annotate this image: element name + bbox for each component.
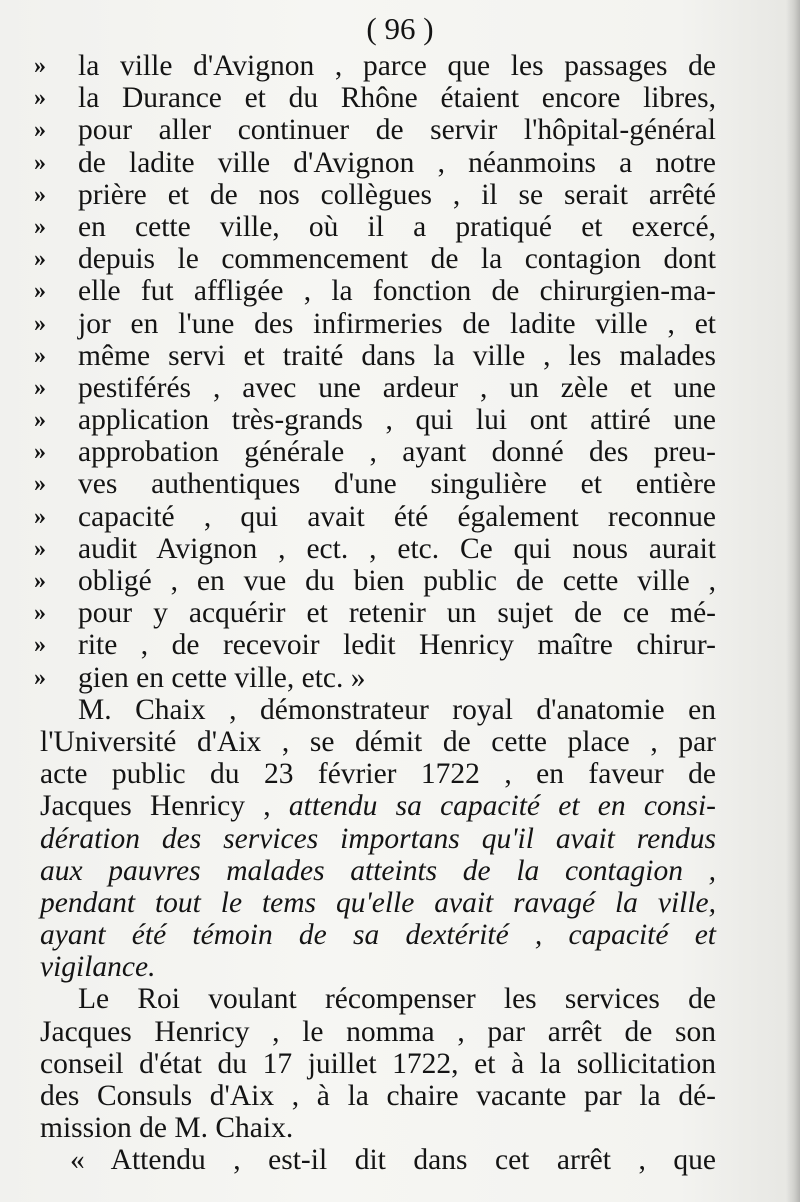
quoted-line — [34, 146, 716, 179]
paragraph-line: l'Université d'Aix , se démit de cette place , par — [40, 725, 716, 758]
quoted-line-text: gien en cette ville, etc. » — [78, 661, 366, 694]
quoted-line — [34, 275, 716, 308]
guillemet-mark: » — [34, 503, 46, 530]
italic-line: ayant été témoin de sa dextérité , capacité et — [40, 919, 716, 952]
quoted-line — [34, 82, 716, 115]
paragraph-line: mission de M. Chaix. — [40, 1112, 294, 1145]
guillemet-mark: » — [34, 213, 46, 240]
quoted-line-text: application très-grands , qui lui ont attiré une — [78, 404, 716, 437]
quoted-line-text: obligé , en vue du bien public de cette ville , — [78, 565, 716, 597]
quoted-line-text: la ville d'Avignon , parce que les passages de — [78, 50, 716, 82]
guillemet-mark: » — [34, 568, 46, 594]
quoted-line-text: pour aller continuer de servir l'hôpital-général — [78, 114, 716, 147]
quoted-line — [34, 178, 716, 211]
quoted-line-text: en cette ville, où il a pratiqué et exercé, — [78, 210, 716, 243]
quoted-line-text: pestiférés , avec une ardeur , un zèle et une — [78, 371, 716, 404]
guillemet-mark: » — [34, 439, 46, 466]
page-gutter-shadow — [786, 0, 800, 1202]
guillemet-mark: » — [34, 664, 46, 691]
guillemet-mark: » — [34, 600, 46, 627]
quoted-line — [34, 371, 716, 404]
guillemet-mark: » — [34, 342, 46, 369]
guillemet-mark: » — [34, 310, 46, 337]
quoted-line-text: même servi et traité dans la ville , les malades — [78, 339, 716, 372]
quoted-line — [34, 661, 716, 694]
quoted-line — [34, 597, 716, 630]
quoted-line — [34, 565, 716, 597]
italic-line: vigilance. — [40, 951, 156, 984]
quoted-line — [34, 532, 716, 565]
paragraph-line: Jacques Henricy , le nomma , par arrêt de son — [40, 1015, 716, 1048]
quoted-line-text: la Durance et du Rhône étaient encore libres, — [78, 82, 716, 115]
quoted-line — [34, 629, 716, 662]
quoted-line-text: audit Avignon , ect. , etc. Ce qui nous aurait — [78, 532, 716, 565]
paragraph-line: M. Chaix , démonstrateur royal d'anatomie en — [78, 693, 716, 726]
quoted-line-text: de ladite ville d'Avignon , néanmoins a notre — [78, 146, 716, 179]
quoted-line — [34, 307, 716, 340]
guillemet-mark: » — [34, 53, 46, 79]
quoted-line — [34, 468, 716, 501]
guillemet-mark: » — [34, 117, 46, 144]
guillemet-mark: » — [34, 246, 46, 273]
quoted-line-text: jor en l'une des infirmeries de ladite ville , et — [78, 307, 716, 340]
quoted-line-text: depuis le commencement de la contagion dont — [78, 243, 716, 276]
guillemet-mark: » — [34, 535, 46, 562]
quoted-line — [34, 210, 716, 243]
quoted-line — [34, 50, 716, 82]
paragraph-line: acte public du 23 février 1722 , en faveur de — [40, 758, 716, 791]
quoted-line — [34, 339, 716, 372]
quoted-line-text: prière et de nos collègues , il se serait arrêté — [78, 178, 716, 211]
quoted-line-text: pour y acquérir et retenir un sujet de ce mé- — [78, 597, 716, 630]
guillemet-mark: » — [34, 181, 46, 208]
guillemet-mark: » — [34, 632, 46, 659]
paragraph-line — [40, 790, 716, 822]
quoted-line — [34, 114, 716, 147]
italic-line: dération des services importans qu'il avait rendus — [40, 822, 716, 855]
quoted-line-text: rite , de recevoir ledit Henricy maître chirur- — [78, 629, 716, 662]
paragraph-line: « Attendu , est-il dit dans cet arrêt , que — [70, 1144, 716, 1177]
quoted-line-text: elle fut affligée , la fonction de chirurgien-ma- — [78, 275, 716, 308]
italic-line: pendant tout le tems qu'elle avait ravagé la ville, — [40, 886, 716, 919]
quoted-line-text: approbation générale , ayant donné des preu- — [78, 436, 716, 469]
guillemet-mark: » — [34, 149, 46, 176]
guillemet-mark: » — [34, 407, 46, 434]
quoted-line-text: capacité , qui avait été également reconnue — [78, 500, 716, 533]
quoted-line — [34, 243, 716, 276]
paragraph-line: conseil d'état du 17 juillet 1722, et à la sollicitation — [40, 1047, 716, 1080]
quoted-line — [34, 500, 716, 533]
guillemet-mark: » — [34, 278, 46, 305]
paragraph-line: des Consuls d'Aix , à la chaire vacante par la dé- — [40, 1080, 716, 1112]
italic-text: attendu sa capacité et en consi- — [288, 790, 716, 823]
guillemet-mark: » — [34, 374, 46, 401]
quoted-line — [34, 404, 716, 437]
quoted-line-text: ves authentiques d'une singulière et entière — [78, 468, 716, 501]
roman-text: Jacques Henricy , — [40, 790, 289, 823]
page-text — [34, 50, 716, 1177]
quoted-line — [34, 436, 716, 469]
page-number: ( 96 ) — [366, 11, 434, 46]
guillemet-mark: » — [34, 85, 46, 112]
paragraph-line: Le Roi voulant récompenser les services de — [78, 983, 716, 1016]
guillemet-mark: » — [34, 471, 46, 498]
italic-line: aux pauvres malades atteints de la contagion , — [40, 854, 716, 887]
